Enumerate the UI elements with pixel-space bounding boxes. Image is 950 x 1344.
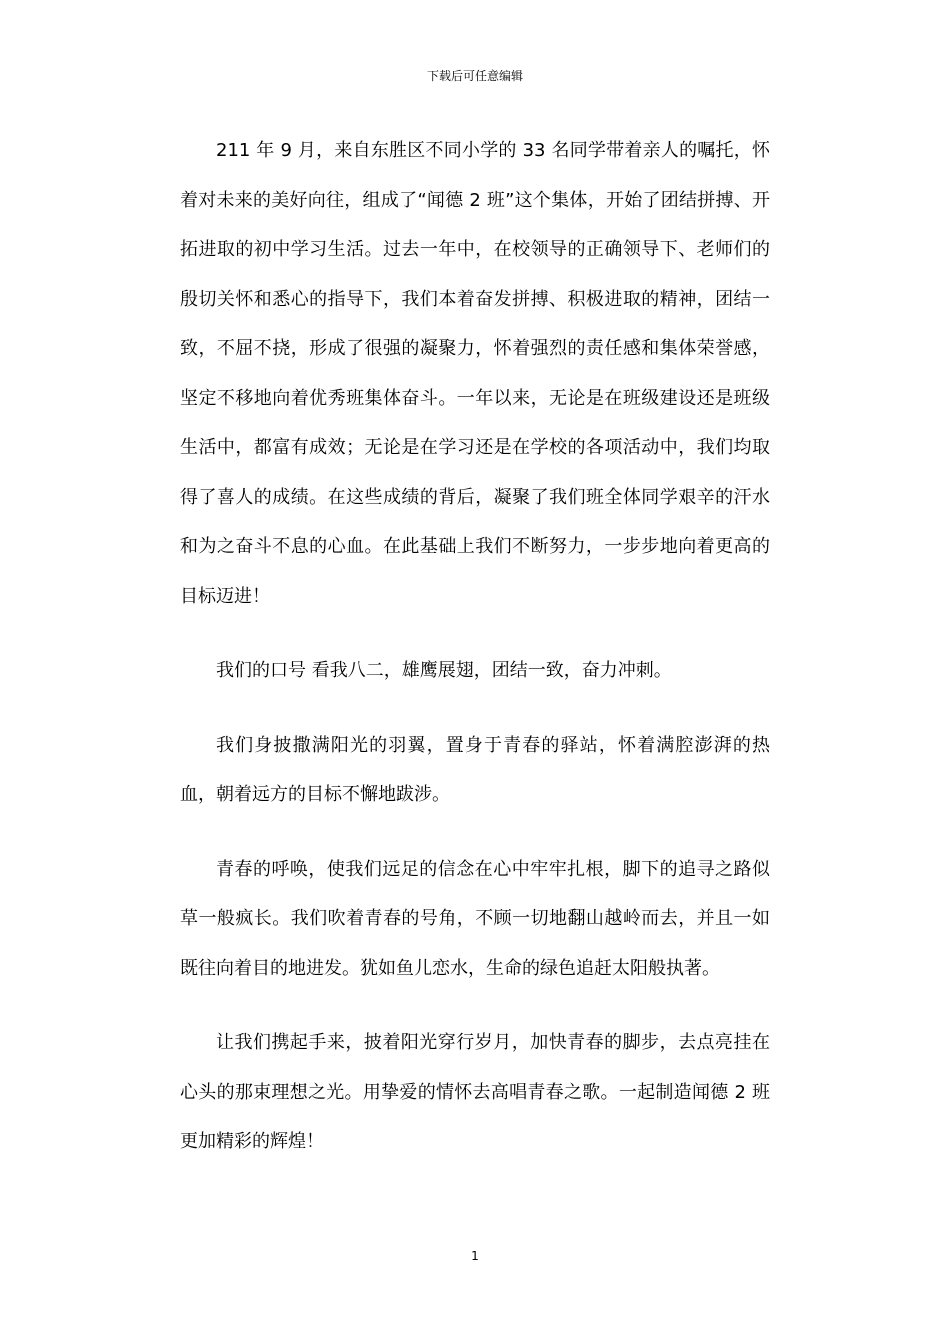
paragraph-class-intro: 211 年 9 月，来自东胜区不同小学的 33 名同学带着亲人的嘱托，怀着对未来的美好向往，组成了“闻德 2 班”这个集体，开始了团结拼搏、开拓进取的初中学习生活。过去一年中，在校领导的正确领导下、老师们的殷切关怀和悉心的指导下，我们本着奋发拼搏、积极进取的精神，团结一致，不屈不挠，形成了很强的凝聚力，怀着强烈的责任感和集体荣誉感，坚定不移地向着优秀班集体奋斗。一年以来，无论是在班级建设还是班级生活中，都富有成效；无论是在学习还是在学校的各项活动中，我们均取得了喜人的成绩。在这些成绩的背后，凝聚了我们班全体同学艰辛的汗水和为之奋斗不息的心血。在此基础上我们不断努力，一步步地向着更高的目标迈进！ — [180, 140, 770, 607]
page-number: 1 — [471, 1249, 479, 1263]
page-header-note: 下载后可任意编辑 — [426, 69, 523, 83]
paragraph-youth-wings: 我们身披撒满阳光的羽翼，置身于青春的驿站，怀着满腔澎湃的热血，朝着远方的目标不懈地跋涉。 — [180, 734, 770, 805]
paragraph-class-slogan: 我们的口号 看我八二，雄鹰展翅，团结一致，奋力冲刺。 — [216, 660, 672, 681]
document-body — [180, 126, 770, 1167]
paragraph-closing: 让我们携起手来，披着阳光穿行岁月，加快青春的脚步，去点亮挂在心头的那束理想之光。用挚爱的情怀去高唱青春之歌。一起制造闻德 2 班更加精彩的辉煌！ — [180, 1032, 770, 1152]
paragraph-youth-call: 青春的呼唤，使我们远足的信念在心中牢牢扎根，脚下的追寻之路似草一般疯长。我们吹着青春的号角，不顾一切地翻山越岭而去，并且一如既往向着目的地进发。犹如鱼儿恋水，生命的绿色追赶太阳般执著。 — [180, 858, 770, 979]
